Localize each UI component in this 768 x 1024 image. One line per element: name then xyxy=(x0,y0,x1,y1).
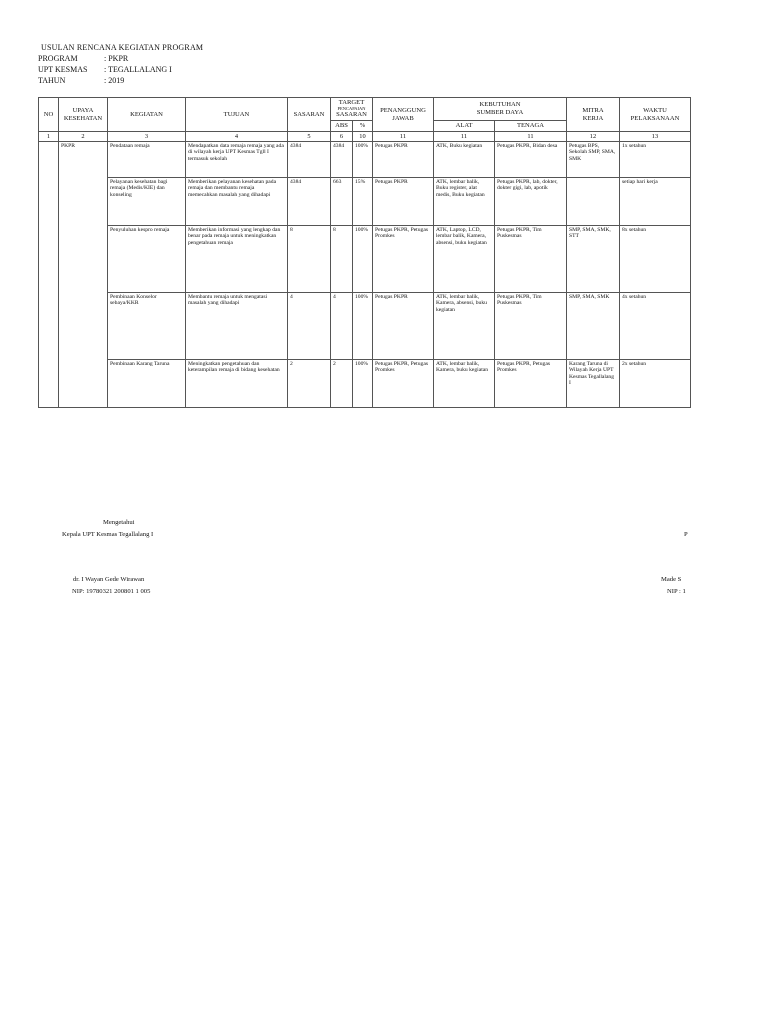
cell-tenaga: Petugas PKPR, lab, dokter, dokter gigi, lab, apotik xyxy=(495,178,567,226)
cell-no xyxy=(39,226,59,293)
cell-alat: ATK, lembar balik, Kamera, buku kegiatan xyxy=(434,360,495,408)
cell-tenaga: Petugas PKPR, Bidan desa xyxy=(495,142,567,178)
cell-abs: 663 xyxy=(331,178,353,226)
col-target-header xyxy=(331,98,373,121)
cell-sasaran: 2 xyxy=(288,360,331,408)
activity-plan-table xyxy=(38,97,691,408)
cell-mitra: SMP, SMA, SMK xyxy=(567,293,620,360)
table-row xyxy=(39,178,691,226)
cell-upaya xyxy=(59,360,108,408)
pj-line2: JAWAB xyxy=(392,114,414,122)
cell-tujuan: Memberikan pelayanan kesehatan pada remaja dan membantu remaja memecahkan masalah yang dihadapi xyxy=(186,178,288,226)
cell-kegiatan: Pelayanan kesehatan bagi remaja (Medis/KIE) dan konseling xyxy=(108,178,186,226)
column-number: 11 xyxy=(495,132,567,142)
col-mitra-header xyxy=(567,98,620,132)
table-row xyxy=(39,360,691,408)
upaya-line2: KESEHATAN xyxy=(63,114,103,122)
header-row-program xyxy=(38,53,203,64)
cell-pj: Petugas PKPR xyxy=(373,142,434,178)
cell-sasaran: 4384 xyxy=(288,178,331,226)
target-line2: SASARAN xyxy=(336,111,367,118)
cell-kegiatan: Penyuluhan kespro remaja xyxy=(108,226,186,293)
column-number: 4 xyxy=(186,132,288,142)
upt-value: : TEGALLALANG I xyxy=(104,65,172,74)
col-pj-header xyxy=(373,98,434,132)
header-row-tahun xyxy=(38,75,203,86)
cell-waktu: 4x setahun xyxy=(620,293,691,360)
waktu-line2: PELAKSANAAN xyxy=(630,114,680,122)
cell-pct: 100% xyxy=(353,360,373,408)
column-number: 11 xyxy=(434,132,495,142)
cell-abs: 4 xyxy=(331,293,353,360)
cell-tenaga: Petugas PKPR, Tim Puskesmas xyxy=(495,226,567,293)
cell-kegiatan: Pembinaan Karang Taruna xyxy=(108,360,186,408)
column-number: 5 xyxy=(288,132,331,142)
cell-waktu: setiap hari kerja xyxy=(620,178,691,226)
mengetahui-label: Mengetahui xyxy=(103,519,135,526)
cell-tenaga: Petugas PKPR, Petugas Promkes xyxy=(495,360,567,408)
cell-alat: ATK, lembar balik, Kamera, absensi, buku kegiatan xyxy=(434,293,495,360)
cell-pj: Petugas PKPR, Petugas Promkes xyxy=(373,360,434,408)
cell-sasaran: 4 xyxy=(288,293,331,360)
cell-mitra xyxy=(567,178,620,226)
document-title: USULAN RENCANA KEGIATAN PROGRAM xyxy=(41,43,204,52)
cell-alat: ATK, Buku kegiatan xyxy=(434,142,495,178)
column-number: 2 xyxy=(59,132,108,142)
column-number: 10 xyxy=(353,132,373,142)
cell-tujuan: Mendapatkan data remaja remaja yang ada di wilayah kerja UPT Kesmas Tgll I termasuk sekolah xyxy=(186,142,288,178)
program-label: PROGRAM xyxy=(38,54,78,63)
cell-no xyxy=(39,178,59,226)
column-number: 13 xyxy=(620,132,691,142)
mitra-line1: MITRA xyxy=(582,106,604,114)
col-waktu-header xyxy=(620,98,691,132)
cell-pct: 100% xyxy=(353,293,373,360)
target-small: PENCAPAIAN xyxy=(337,106,366,111)
cell-alat: ATK, Laptop, LCD, lembar balik, Kamera, absensi, buku kegiatan xyxy=(434,226,495,293)
mitra-line2: KERJA xyxy=(582,114,604,122)
table-row xyxy=(39,226,691,293)
cell-pj: Petugas PKPR xyxy=(373,178,434,226)
col-tujuan-header: TUJUAN xyxy=(186,98,288,132)
head-nip: NIP: 19780321 200801 1 005 xyxy=(72,588,151,595)
cell-waktu: 2x setahun xyxy=(620,360,691,408)
col-pct-header: % xyxy=(353,121,373,132)
col-kegiatan-header: KEGIATAN xyxy=(108,98,186,132)
head-name: dr. I Wayan Gede Wirawan xyxy=(73,576,145,583)
tahun-label: TAHUN xyxy=(38,76,66,85)
officer-position: P xyxy=(684,531,688,538)
cell-upaya: PKPR xyxy=(59,142,108,178)
cell-pct: 15% xyxy=(353,178,373,226)
cell-upaya xyxy=(59,293,108,360)
col-abs-header: ABS xyxy=(331,121,353,132)
cell-pj: Petugas PKPR, Petugas Promkes xyxy=(373,226,434,293)
column-number: 12 xyxy=(567,132,620,142)
cell-tujuan: Memberikan informasi yang lengkap dan benar pada remaja untuk meningkatkan pengetahuan remaja xyxy=(186,226,288,293)
cell-abs: 8 xyxy=(331,226,353,293)
column-number-row xyxy=(39,132,691,142)
waktu-line1: WAKTU xyxy=(643,106,667,114)
header-row-upt xyxy=(38,64,203,75)
col-tenaga-header: TENAGA xyxy=(495,121,567,132)
cell-waktu: 1x setahun xyxy=(620,142,691,178)
officer-nip: NIP : 1 xyxy=(667,588,686,595)
cell-alat: ATK, lembar balik, Buku register, alat medis, Buku kegiatan xyxy=(434,178,495,226)
target-line1: TARGET xyxy=(338,99,365,106)
officer-name: Made S xyxy=(661,576,682,583)
document-header xyxy=(38,42,203,86)
cell-upaya xyxy=(59,178,108,226)
table-row xyxy=(39,142,691,178)
cell-no xyxy=(39,360,59,408)
column-number: 6 xyxy=(331,132,353,142)
cell-upaya xyxy=(59,226,108,293)
cell-sasaran: 4384 xyxy=(288,142,331,178)
col-alat-header: ALAT xyxy=(434,121,495,132)
kebutuhan-line2: SUMBER DAYA xyxy=(476,109,524,116)
cell-mitra: Petugas BPS, Sekolah SMP, SMA, SMK xyxy=(567,142,620,178)
col-upaya-header xyxy=(59,98,108,132)
cell-mitra: SMP, SMA, SMK, STT xyxy=(567,226,620,293)
cell-sasaran: 8 xyxy=(288,226,331,293)
column-number: 3 xyxy=(108,132,186,142)
col-kebutuhan-header xyxy=(434,98,567,121)
table-row xyxy=(39,293,691,360)
pj-line1: PENANGGUNG xyxy=(380,106,426,114)
cell-pct: 100% xyxy=(353,226,373,293)
cell-waktu: 8x setahun xyxy=(620,226,691,293)
header-row-top xyxy=(39,98,691,121)
head-position: Kepala UPT Kesmas Tegallalang I xyxy=(62,531,154,538)
cell-abs: 4384 xyxy=(331,142,353,178)
column-number: 1 xyxy=(39,132,59,142)
upt-label: UPT KESMAS xyxy=(38,65,88,74)
cell-tujuan: Meningkatkan pengetahuan dan keterampilan remaja di bidang kesehatan xyxy=(186,360,288,408)
cell-no xyxy=(39,142,59,178)
cell-pct: 100% xyxy=(353,142,373,178)
cell-kegiatan: Pembinaan Konselor sebaya/KKR xyxy=(108,293,186,360)
tahun-value: : 2019 xyxy=(104,76,125,85)
cell-no xyxy=(39,293,59,360)
col-sasaran-header: SASARAN xyxy=(288,98,331,132)
col-no-header: NO xyxy=(39,98,59,132)
kebutuhan-line1: KEBUTUHAN xyxy=(479,101,521,108)
upaya-line1: UPAYA xyxy=(72,106,94,114)
cell-tujuan: Membantu remaja untuk mengatasi masalah yang dihadapi xyxy=(186,293,288,360)
cell-pj: Petugas PKPR xyxy=(373,293,434,360)
column-number: 11 xyxy=(373,132,434,142)
cell-kegiatan: Pendataan remaja xyxy=(108,142,186,178)
cell-mitra: Karang Taruna di Wilayah Kerja UPT Kesmas Tegallalang I xyxy=(567,360,620,408)
cell-tenaga: Petugas PKPR, Tim Puskesmas xyxy=(495,293,567,360)
program-value: : PKPR xyxy=(104,54,129,63)
cell-abs: 2 xyxy=(331,360,353,408)
